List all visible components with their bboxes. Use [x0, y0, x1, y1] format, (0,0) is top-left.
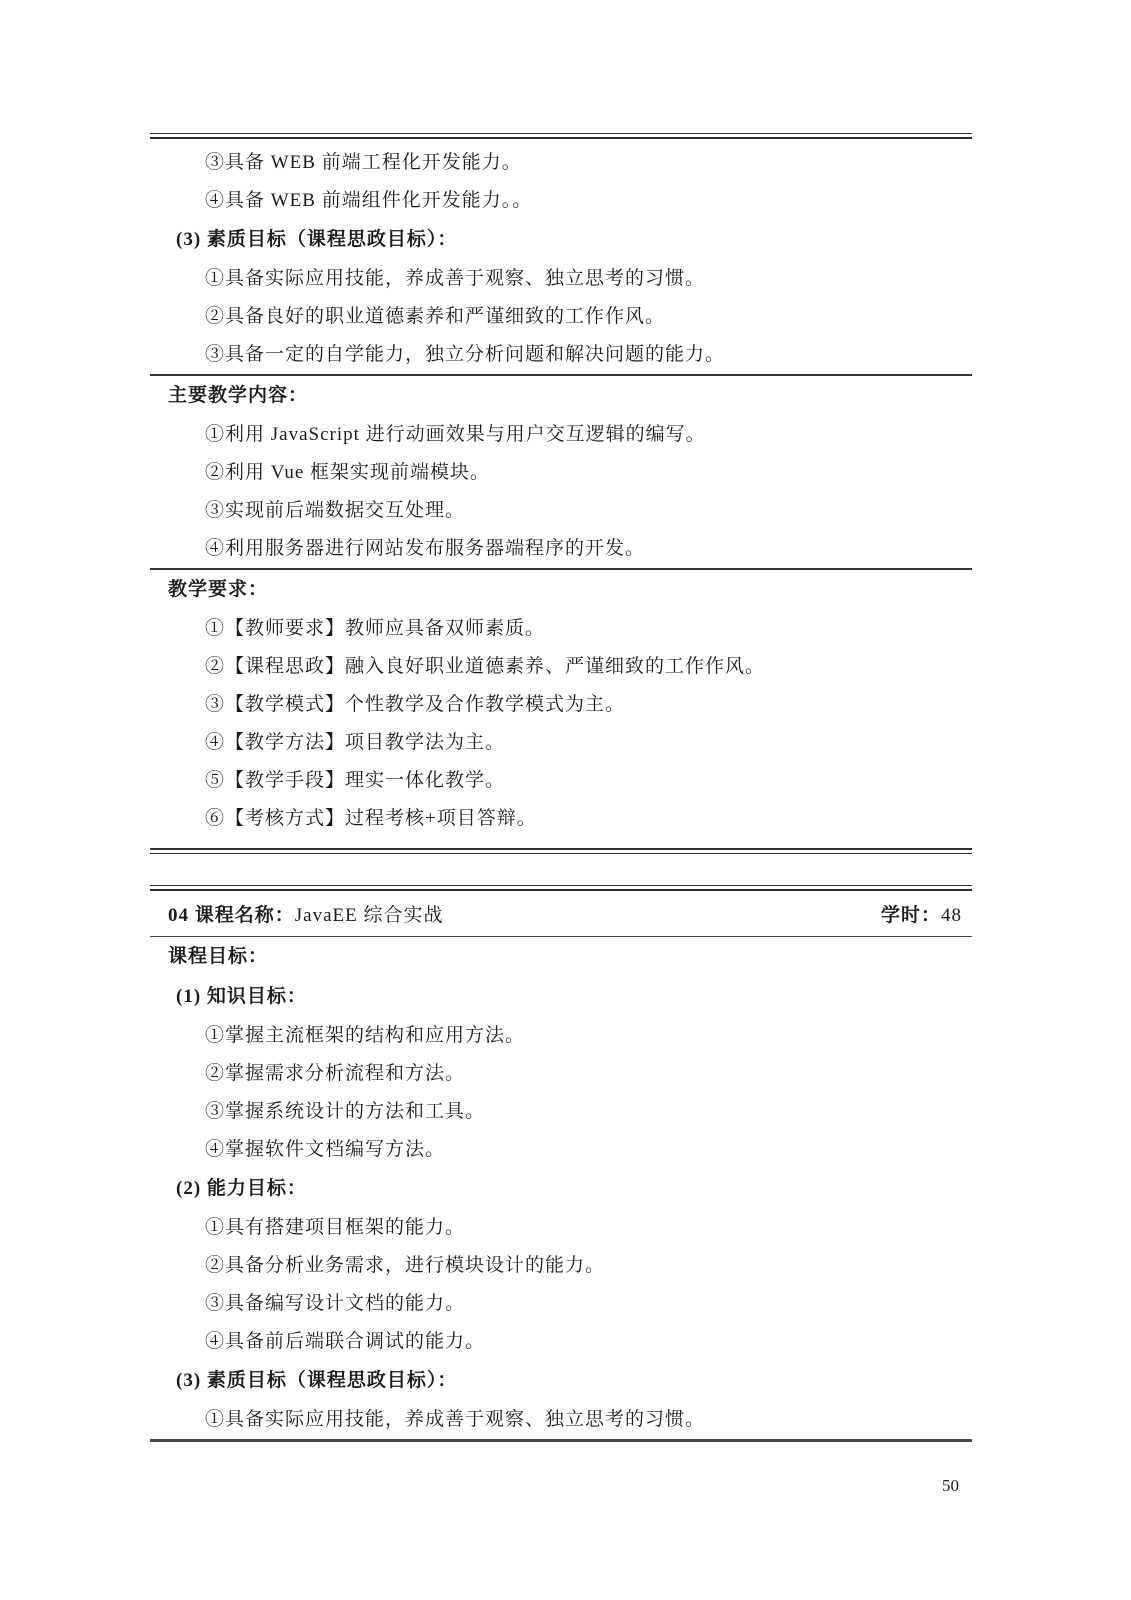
content-item: ④利用服务器进行网站发布服务器端程序的开发。: [205, 538, 646, 559]
requirement-item: ①【教师要求】教师应具备双师素质。: [205, 618, 546, 639]
hours-value: 48: [941, 905, 962, 926]
page-break-border: [150, 1439, 972, 1442]
teaching-content-header: 主要教学内容：: [168, 385, 309, 406]
ability-objective-items: [150, 1209, 972, 1361]
course-title: [168, 896, 444, 936]
table2-top-border: [150, 885, 972, 891]
course-name-label: 04 课程名称：: [168, 905, 295, 926]
ability-item: ③具备 WEB 前端工程化开发能力。: [205, 152, 522, 173]
course-name-value: JavaEE 综合实战: [294, 905, 444, 926]
quality-objectives-header: (3) 素质目标（课程思政目标）：: [176, 229, 458, 250]
table1-top-border: [150, 133, 972, 139]
requirement-item: ②【课程思政】融入良好职业道德素养、严谨细致的工作作风。: [205, 656, 766, 677]
course-block-04: [150, 885, 972, 1442]
ability-item: ①具有搭建项目框架的能力。: [205, 1217, 466, 1238]
content-item: ①利用 JavaScript 进行动画效果与用户交互逻辑的编写。: [205, 424, 706, 445]
ability-item: ④具备 WEB 前端组件化开发能力。。: [205, 190, 533, 211]
quality-item: ③具备一定的自学能力，独立分析问题和解决问题的能力。: [205, 344, 726, 365]
quality-item: ①具备实际应用技能，养成善于观察、独立思考的习惯。: [205, 268, 706, 289]
ability-item: ④具备前后端联合调试的能力。: [205, 1331, 486, 1352]
course-hours: [881, 896, 962, 936]
knowledge-item: ③掌握系统设计的方法和工具。: [205, 1101, 486, 1122]
teaching-requirements-items: [150, 610, 972, 848]
ability-item: ③具备编写设计文档的能力。: [205, 1293, 466, 1314]
requirement-item: ⑤【教学手段】理实一体化教学。: [205, 770, 506, 791]
teaching-requirements-header: 教学要求：: [168, 579, 269, 600]
ability-item: ②具备分析业务需求，进行模块设计的能力。: [205, 1255, 606, 1276]
requirement-item: ③【教学模式】个性教学及合作教学模式为主。: [205, 694, 626, 715]
knowledge-objectives-header: (1) 知识目标：: [176, 986, 307, 1007]
course-block-03: [150, 133, 972, 854]
requirement-item: ④【教学方法】项目教学法为主。: [205, 732, 506, 753]
teaching-content-items: [150, 416, 972, 568]
knowledge-item: ①掌握主流框架的结构和应用方法。: [205, 1025, 526, 1046]
content-item: ③实现前后端数据交互处理。: [205, 500, 466, 521]
course-title-row: [150, 896, 972, 936]
ability-objectives-header: (2) 能力目标：: [176, 1178, 307, 1199]
quality-objective-items: [150, 1401, 972, 1439]
course-objectives-header: 课程目标：: [168, 946, 269, 967]
quality-item: ①具备实际应用技能，养成善于观察、独立思考的习惯。: [205, 1409, 706, 1430]
table1-bottom-border: [150, 848, 972, 854]
knowledge-objective-items: [150, 1017, 972, 1169]
quality-objective-items: [150, 260, 972, 374]
carryover-ability-items: [150, 144, 972, 220]
page-number: 50: [942, 1476, 959, 1495]
knowledge-item: ②掌握需求分析流程和方法。: [205, 1063, 466, 1084]
knowledge-item: ④掌握软件文档编写方法。: [205, 1139, 446, 1160]
requirement-item: ⑥【考核方式】过程考核+项目答辩。: [205, 808, 537, 829]
content-item: ②利用 Vue 框架实现前端模块。: [205, 462, 491, 483]
quality-item: ②具备良好的职业道德素养和严谨细致的工作作风。: [205, 306, 666, 327]
hours-label: 学时：: [880, 905, 941, 926]
quality-objectives-header: (3) 素质目标（课程思政目标）：: [176, 1370, 458, 1391]
